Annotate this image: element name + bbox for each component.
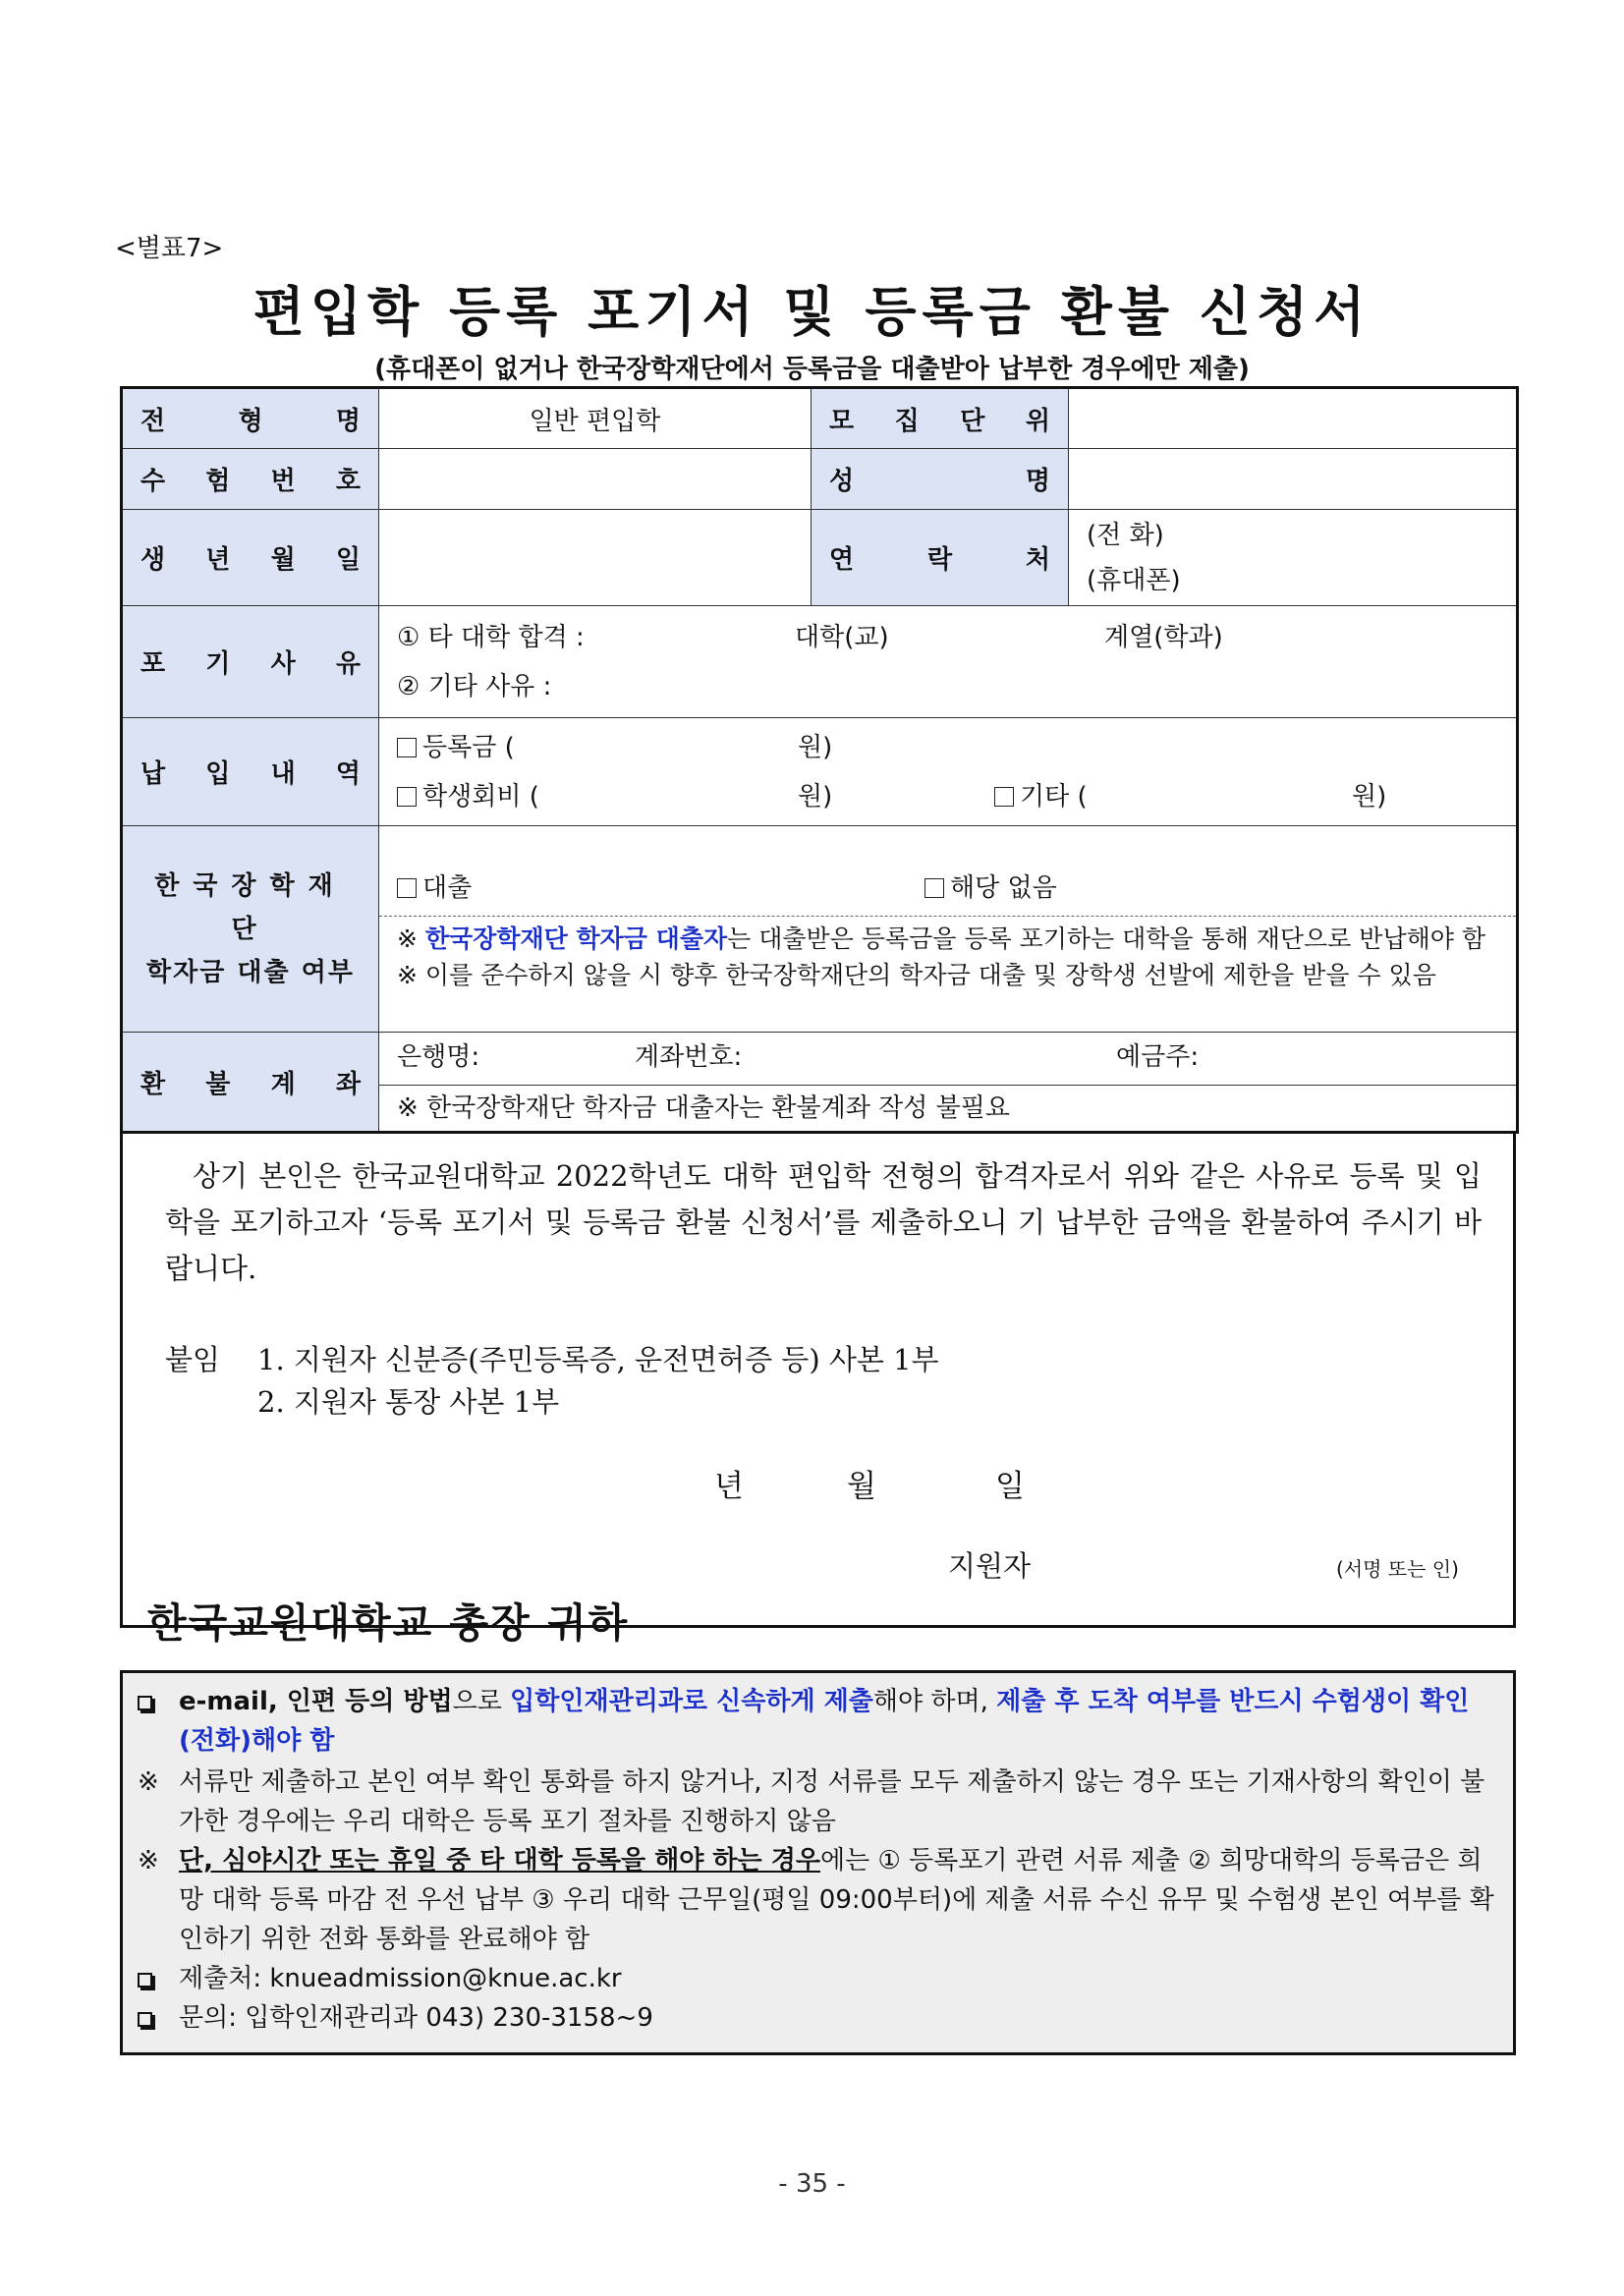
notice-1-a: e-mail, 인편 등의 방법 <box>179 1687 453 1716</box>
refund-label <box>122 1033 379 1133</box>
holder-field[interactable]: 예금주: <box>1116 1041 1200 1072</box>
track-label-text: 전 형 명 <box>140 406 361 436</box>
date-day[interactable]: 일 <box>995 1469 1025 1504</box>
date-month[interactable]: 월 <box>847 1469 876 1504</box>
notice-line-2 <box>138 1763 1498 1841</box>
document-title: 편입학 등록 포기서 및 등록금 환불 신청서 <box>252 280 1372 343</box>
loan-no-checkbox[interactable] <box>924 878 944 898</box>
contact-mobile: (휴대폰) <box>1087 565 1181 595</box>
contact-label-text: 연 락 처 <box>829 545 1050 575</box>
reason-label-text: 포 기 사 유 <box>140 649 361 679</box>
contact-phone: (전 화) <box>1087 520 1164 550</box>
loan-label <box>122 826 379 1033</box>
payment-label <box>122 718 379 826</box>
loan-no-text: 해당 없음 <box>950 873 1057 903</box>
declaration-text <box>165 1153 1482 1292</box>
birth-field[interactable] <box>379 510 812 606</box>
pay-tuition-text: 등록금 ( <box>422 732 515 762</box>
reason-1-univ: 대학(교) <box>795 622 889 652</box>
document-subtitle: (휴대폰이 없거나 한국장학재단에서 등록금을 대출받아 납부한 경우에만 제출) <box>374 355 1250 384</box>
pay-other-won: 원) <box>1352 781 1387 812</box>
pay-tuition-won: 원) <box>798 732 833 762</box>
signature-hint[interactable]: (서명 또는 인) <box>1336 1557 1459 1581</box>
loan-note-1-rest: 는 대출받은 등록금을 등록 포기하는 대학을 통해 재단으로 반납해야 함 <box>727 924 1485 953</box>
recipient-line: 한국교원대학교 총장 귀하 <box>147 1599 630 1647</box>
checkbox-bullet-icon <box>138 2012 152 2027</box>
checkbox-bullet-icon <box>138 1973 152 1988</box>
loan-label-line2: 학자금 대출 여부 <box>146 957 355 987</box>
reason-2-text: ② 기타 사유 : <box>397 671 552 701</box>
payment-field <box>379 718 1518 826</box>
reason-1-dept: 계열(학과) <box>1104 622 1223 652</box>
reason-label <box>122 606 379 718</box>
loan-note-1-bold: 한국장학재단 학자금 대출자 <box>424 924 728 953</box>
payment-label-text: 납 입 내 역 <box>140 759 361 789</box>
birth-label-text: 생 년 월 일 <box>140 545 361 575</box>
loan-note-1 <box>397 921 1510 957</box>
exam-no-field[interactable] <box>379 449 812 510</box>
loan-yes-checkbox[interactable] <box>397 878 417 898</box>
refund-note: ※ 한국장학재단 학자금 대출자는 환불계좌 작성 불필요 <box>397 1092 1010 1123</box>
other-checkbox[interactable] <box>994 787 1014 807</box>
attachment-label: 붙임 <box>165 1343 221 1376</box>
loan-note-1-mark: ※ <box>397 924 418 953</box>
contact-field[interactable] <box>1069 510 1518 606</box>
notice-line-3 <box>138 1841 1498 1959</box>
loan-label-line1: 한국장학재단 <box>154 870 347 944</box>
loan-field <box>379 826 1518 1033</box>
date-year[interactable]: 년 <box>714 1469 744 1504</box>
account-field[interactable]: 계좌번호: <box>635 1041 743 1072</box>
name-label <box>812 449 1069 510</box>
notice-3-rest: 에는 ① 등록포기 관련 서류 제출 ② 희망대학의 등록금은 희망 대학 등록 마감 전 우선 납부 ③ 우리 대학 근무일(평일 09:00부터)에 제출 서류 수신 유무 및 수험생 본인 여부를 확인하기 위한 전화 통화를 완료해야 함 <box>179 1846 1494 1954</box>
unit-field[interactable] <box>1069 388 1518 449</box>
loan-note-2: ※ 이를 준수하지 않을 시 향후 한국장학재단의 학자금 대출 및 장학생 선발에 제한을 받을 수 있음 <box>397 961 1436 989</box>
application-form-table <box>120 386 1519 1134</box>
notice-3-underlined: 단, 심야시간 또는 휴일 중 타 대학 등록을 해야 하는 경우 <box>179 1846 820 1876</box>
notice-2-text: 서류만 제출하고 본인 여부 확인 통화를 하지 않거나, 지정 서류를 모두 제출하지 않는 경우 또는 기재사항의 확인이 불가한 경우에는 우리 대학은 등록 포기 절차를 진행하지 않음 <box>179 1767 1485 1836</box>
pay-other-text: 기타 ( <box>1020 781 1088 812</box>
name-label-text: 성 명 <box>829 467 1050 496</box>
notice-submit <box>138 1959 1498 1998</box>
unit-label-text: 모 집 단 위 <box>829 406 1050 436</box>
track-label <box>122 388 379 449</box>
reference-mark: ※ <box>138 1767 159 1797</box>
name-field[interactable] <box>1069 449 1518 510</box>
reference-mark-2: ※ <box>138 1846 159 1876</box>
birth-label <box>122 510 379 606</box>
reason-field[interactable] <box>379 606 1518 718</box>
declaration-body: 상기 본인은 한국교원대학교 2022학년도 대학 편입학 전형의 합격자로서 위와 같은 사유로 등록 및 입학을 포기하고자 ‘등록 포기서 및 등록금 환불 신청서’를 제출하오니 기 납부한 금액을 환불하여 주시기 바랍니다. <box>165 1159 1482 1285</box>
notice-1-e: 제출 후 도착 여부를 반드시 수험생이 확인(전화)해야 함 <box>179 1687 1470 1756</box>
exam-no-label <box>122 449 379 510</box>
refund-field <box>379 1033 1518 1133</box>
tuition-checkbox[interactable] <box>397 738 417 757</box>
annex-label: <별표7> <box>115 234 224 263</box>
attachment-1: 1. 지원자 신분증(주민등록증, 운전면허증 등) 사본 1부 <box>257 1343 939 1376</box>
applicant-label: 지원자 <box>948 1549 1032 1583</box>
loan-yes-text: 대출 <box>422 873 473 903</box>
refund-label-text: 환 불 계 좌 <box>140 1069 361 1099</box>
checkbox-bullet-icon <box>138 1696 152 1710</box>
bank-field[interactable]: 은행명: <box>397 1041 480 1072</box>
exam-no-label-text: 수 험 번 호 <box>140 467 361 496</box>
notice-1-b: 으로 <box>452 1687 511 1716</box>
notice-line-1 <box>138 1682 1498 1761</box>
unit-label <box>812 388 1069 449</box>
notice-1-c: 입학인재관리과로 신속하게 제출 <box>510 1687 873 1716</box>
reason-1-text: ① 타 대학 합격 : <box>397 622 585 652</box>
notice-inquiry <box>138 1998 1498 2038</box>
submit-email[interactable]: 제출처: knueadmission@knue.ac.kr <box>179 1964 622 1993</box>
page-number: - 35 - <box>778 2169 846 2199</box>
notice-1-d: 해야 하며, <box>872 1687 997 1716</box>
pay-student-fee-won: 원) <box>798 781 833 812</box>
track-value[interactable]: 일반 편입학 <box>379 388 812 449</box>
notice-body <box>138 1682 1498 2038</box>
attachment-2: 2. 지원자 통장 사본 1부 <box>257 1385 560 1419</box>
contact-label <box>812 510 1069 606</box>
inquiry-contact: 문의: 입학인재관리과 043) 230-3158~9 <box>179 2003 653 2033</box>
pay-student-fee-text: 학생회비 ( <box>422 781 539 812</box>
student-fee-checkbox[interactable] <box>397 787 417 807</box>
